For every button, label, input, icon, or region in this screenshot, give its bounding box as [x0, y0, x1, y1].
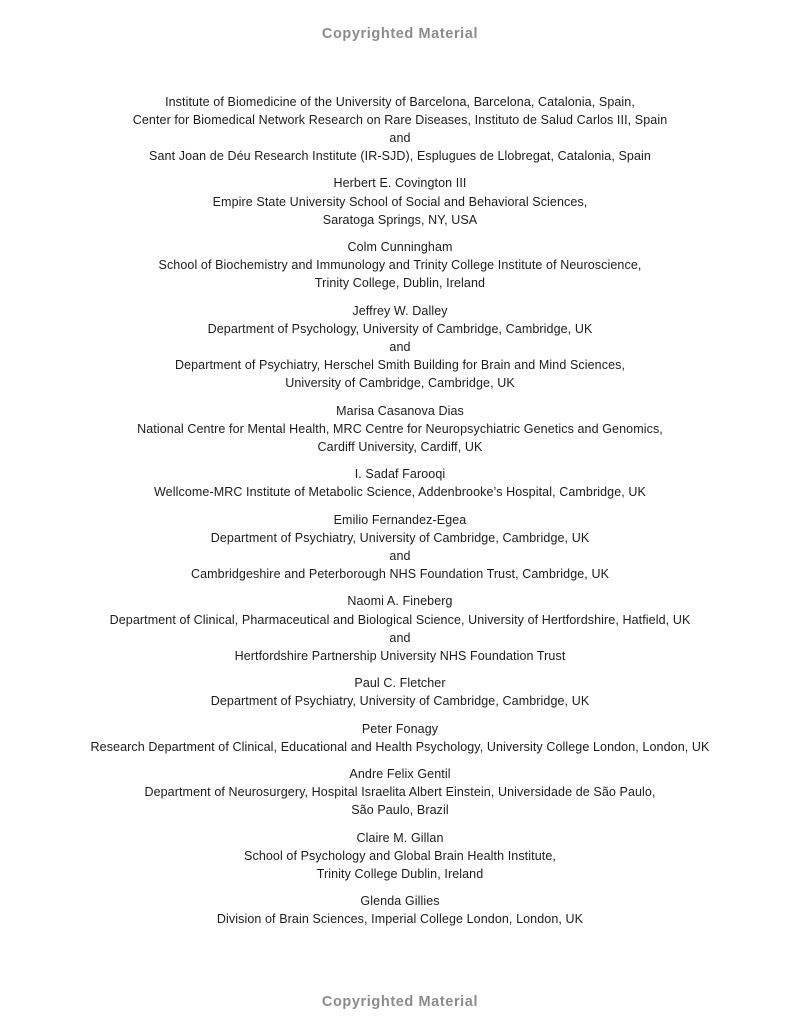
contributor-entry [10, 238, 790, 293]
affiliation-line: Department of Clinical, Pharmaceutical and Biological Science, University of Hertfordshire, Hatfield, UK [109, 612, 691, 627]
contributor-name: Paul C. Fletcher [354, 676, 446, 691]
affiliation-line: Department of Psychology, University of Cambridge, Cambridge, UK [207, 321, 593, 336]
contributor-list [10, 93, 790, 938]
copyright-notice-bottom: Copyrighted Material [321, 993, 479, 1010]
contributor-name: Claire M. Gillan [356, 830, 444, 845]
contributor-entry [10, 174, 790, 229]
affiliation-line: Trinity College Dublin, Ireland [316, 867, 484, 882]
affiliation-line: Department of Neurosurgery, Hospital Israelita Albert Einstein, Universidade de São Paulo, [144, 785, 656, 800]
affiliation-line: Institute of Biomedicine of the University of Barcelona, Barcelona, Catalonia, Spain, [165, 94, 635, 109]
contributor-entry [10, 302, 790, 393]
affiliation-line: Saratoga Springs, NY, USA [322, 212, 478, 227]
contributor-entry [10, 892, 790, 928]
affiliation-line: Hertfordshire Partnership University NHS Foundation Trust [234, 648, 566, 663]
affiliation-line: Division of Brain Sciences, Imperial College London, London, UK [216, 912, 584, 927]
affiliation-line: Trinity College, Dublin, Ireland [314, 276, 486, 291]
contributor-entry [10, 829, 790, 884]
affiliation-line: Research Department of Clinical, Educational and Health Psychology, University College London, London, UK [90, 739, 710, 754]
contributor-name: Naomi A. Fineberg [347, 594, 453, 609]
affiliation-line: University of Cambridge, Cambridge, UK [285, 376, 515, 391]
copyright-notice-top: Copyrighted Material [321, 26, 479, 42]
affiliation-line: School of Psychology and Global Brain Health Institute, [244, 848, 556, 863]
contributor-name: Emilio Fernandez-Egea [333, 512, 467, 527]
contributor-name: Herbert E. Covington III [333, 176, 467, 191]
affiliation-line: São Paulo, Brazil [351, 803, 449, 818]
contributor-entry [10, 93, 790, 166]
affiliation-line: Center for Biomedical Network Research on Rare Diseases, Instituto de Salud Carlos III, Spain [132, 112, 668, 127]
contributor-name: Marisa Casanova Dias [336, 403, 464, 418]
affiliation-conjunction: and [389, 130, 411, 145]
contributor-name: I. Sadaf Farooqi [354, 467, 446, 482]
contributor-entry [10, 592, 790, 665]
affiliation-conjunction: and [389, 630, 411, 645]
affiliation-line: Department of Psychiatry, University of Cambridge, Cambridge, UK [210, 530, 590, 545]
affiliation-conjunction: and [389, 548, 411, 563]
contributor-name: Peter Fonagy [361, 721, 439, 736]
contributor-name: Glenda Gillies [360, 894, 440, 909]
affiliation-line: Wellcome-MRC Institute of Metabolic Science, Addenbrooke’s Hospital, Cambridge, UK [154, 485, 646, 500]
contributor-entry [10, 465, 790, 501]
contributor-entry [10, 720, 790, 756]
affiliation-line: Empire State University School of Social and Behavioral Sciences, [212, 194, 588, 209]
contributor-entry [10, 765, 790, 820]
affiliation-conjunction: and [389, 339, 411, 354]
contributor-name: Andre Felix Gentil [349, 767, 451, 781]
affiliation-line: Cambridgeshire and Peterborough NHS Foundation Trust, Cambridge, UK [190, 567, 610, 582]
affiliation-line: Sant Joan de Déu Research Institute (IR-SJD), Esplugues de Llobregat, Catalonia, Spain [149, 149, 651, 164]
affiliation-line: Department of Psychiatry, University of Cambridge, Cambridge, UK [210, 694, 590, 709]
contributor-name: Colm Cunningham [347, 239, 453, 254]
contributor-entry [10, 402, 790, 457]
affiliation-line: Cardiff University, Cardiff, UK [317, 439, 483, 454]
contributor-entry [10, 511, 790, 584]
affiliation-line: National Centre for Mental Health, MRC Centre for Neuropsychiatric Genetics and Genomics, [137, 421, 663, 436]
affiliation-line: School of Biochemistry and Immunology and Trinity College Institute of Neuroscience, [158, 258, 642, 273]
contributor-entry [10, 674, 790, 710]
contributor-name: Jeffrey W. Dalley [352, 303, 448, 318]
affiliation-line: Department of Psychiatry, Herschel Smith Building for Brain and Mind Sciences, [174, 358, 626, 373]
